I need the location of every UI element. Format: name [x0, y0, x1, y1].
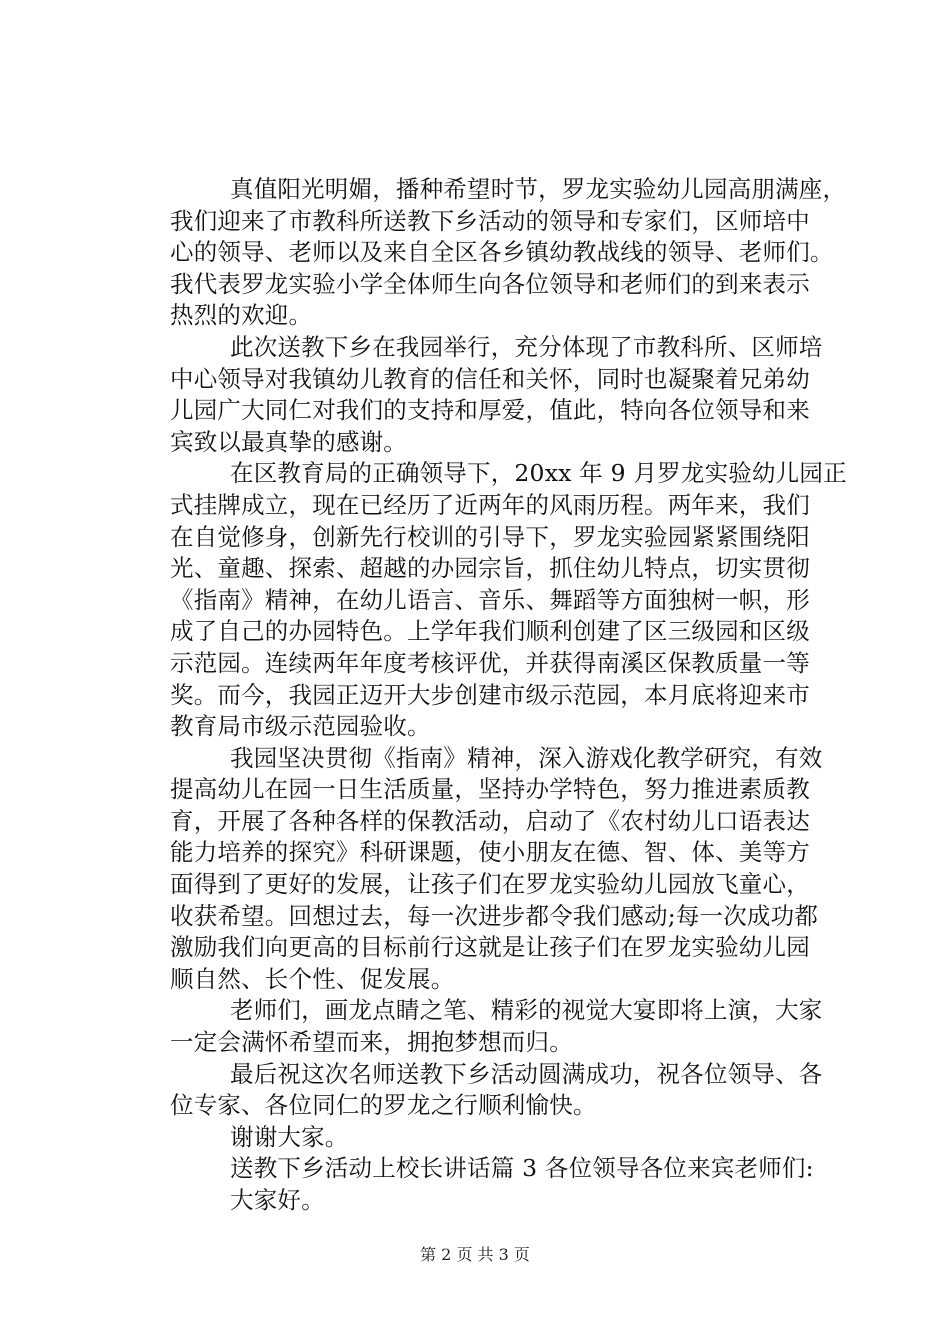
text-line: 我园坚决贯彻《指南》精神，深入游戏化教学研究，有效 [230, 743, 823, 772]
paragraph-teachers [123, 995, 833, 1058]
text-line: 最后祝这次名师送教下乡活动圆满成功，祝各位领导、各 [230, 1059, 823, 1088]
text-line: 心的领导、老师以及来自全区各乡镇幼教战线的领导、老师们。 [170, 238, 834, 267]
text-line: 谢谢大家。 [230, 1122, 349, 1151]
text-line: 位专家、各位同仁的罗龙之行顺利愉快。 [170, 1091, 597, 1120]
text-line: 真值阳光明媚，播种希望时节，罗龙实验幼儿园高朋满座， [230, 175, 847, 203]
document-body [123, 174, 847, 1217]
page-number-footer: 第 2 页 共 3 页 [420, 1245, 530, 1264]
text-line: 儿园广大同仁对我们的支持和厚爱，值此，特向各位领导和来 [170, 396, 810, 425]
text-line: 老师们，画龙点睛之笔、精彩的视觉大宴即将上演，大家 [230, 996, 823, 1025]
paragraph-welcome [123, 174, 847, 332]
text-line: 面得到了更好的发展，让孩子们在罗龙实验幼儿园放飞童心， [170, 870, 810, 899]
paragraph-history [123, 458, 847, 742]
paragraph-thank-you [123, 1122, 833, 1154]
text-line: 宾致以最真挚的感谢。 [170, 427, 407, 456]
text-line: 奖。而今，我园正迈开大步创建市级示范园，本月底将迎来市 [170, 680, 810, 709]
text-line: 激励我们向更高的目标前行这就是让孩子们在罗龙实验幼儿园 [170, 933, 810, 962]
text-line: 大家好。 [230, 1186, 325, 1214]
text-line: 《指南》精神，在幼儿语言、音乐、舞蹈等方面独树一帜，形 [170, 585, 810, 614]
text-line: 收获希望。回想过去，每一次进步都令我们感动;每一次成功都 [170, 901, 819, 930]
text-line: 教育局市级示范园验收。 [170, 712, 431, 741]
paragraph-achievements [123, 743, 833, 996]
text-line: 在自觉修身，创新先行校训的引导下，罗龙实验园紧紧围绕阳 [170, 522, 810, 551]
paragraph-section-heading [123, 1153, 833, 1185]
text-line: 我代表罗龙实验小学全体师生向各位领导和老师们的到来表示 [170, 269, 810, 298]
text-line: 光、童趣、探索、超越的办园宗旨，抓住幼儿特点，切实贯彻 [170, 554, 810, 583]
text-line: 中心领导对我镇幼儿教育的信任和关怀，同时也凝聚着兄弟幼 [170, 364, 810, 393]
paragraph-thanks [123, 332, 833, 458]
text-line: 育，开展了各种各样的保教活动，启动了《农村幼儿口语表达 [170, 806, 810, 835]
text-line: 送教下乡活动上校长讲话篇 3 各位领导各位来宾老师们: [230, 1154, 814, 1183]
text-line: 热烈的欢迎。 [170, 301, 313, 330]
text-line: 在区教育局的正确领导下，20xx 年 9 月罗龙实验幼儿园正 [230, 459, 847, 488]
text-line: 一定会满怀希望而来，拥抱梦想而归。 [170, 1028, 573, 1057]
text-line: 此次送教下乡在我园举行，充分体现了市教科所、区师培 [230, 332, 823, 361]
text-line: 式挂牌成立，现在已经历了近两年的风雨历程。两年来，我们 [170, 490, 810, 519]
text-line: 成了自己的办园特色。上学年我们顺利创建了区三级园和区级 [170, 617, 810, 646]
paragraph-greeting [123, 1185, 833, 1217]
text-line: 顺自然、长个性、促发展。 [170, 964, 455, 993]
text-line: 示范园。连续两年年度考核评优，并获得南溪区保教质量一等 [170, 648, 810, 677]
text-line: 我们迎来了市教科所送教下乡活动的领导和专家们，区师培中 [170, 206, 810, 235]
text-line: 提高幼儿在园一日生活质量，坚持办学特色，努力推进素质教 [170, 775, 810, 804]
text-line: 能力培养的探究》科研课题，使小朋友在德、智、体、美等方 [170, 838, 810, 867]
paragraph-wishes [123, 1059, 833, 1122]
